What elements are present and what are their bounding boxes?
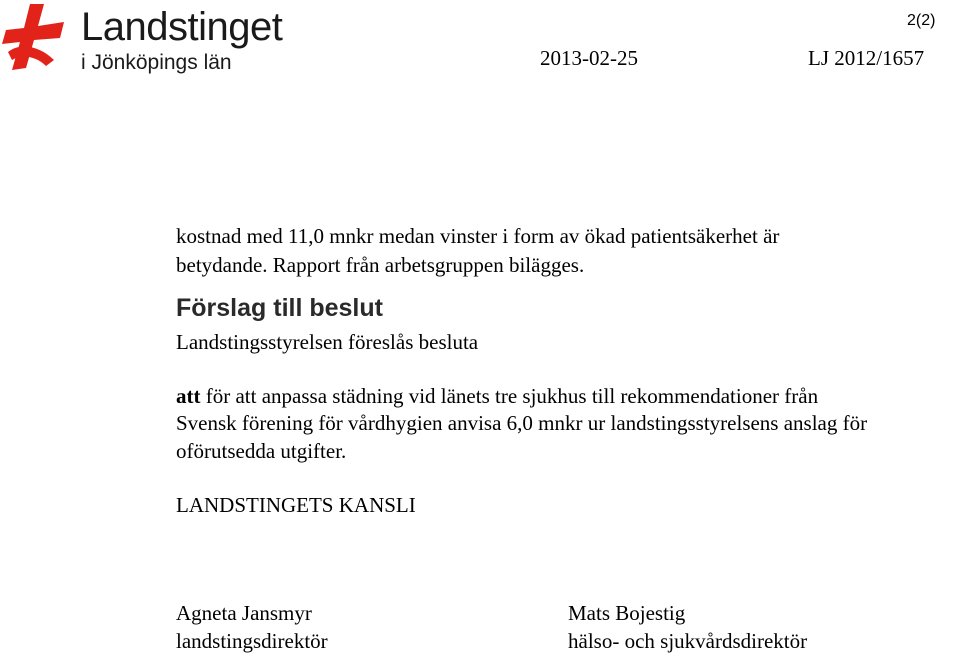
signatory-title: landstingsdirektör [176,629,328,653]
att-line [176,381,818,411]
proposal-intro: Landstingsstyrelsen föreslås besluta [176,330,479,354]
att-line: oförutsedda utgifter. [176,439,347,463]
att-keyword: att [176,384,201,408]
att-line-text: för att anpassa städning vid länets tre sjukhus till rekommendationer från [200,384,819,408]
document-date: 2013-02-25 [540,46,638,70]
paragraph-line: kostnad med 11,0 mnkr medan vinster i form av ökad patientsäkerhet är [176,224,780,248]
organization-name: LANDSTINGETS KANSLI [176,493,416,517]
signatory-name: Mats Bojestig [568,601,686,625]
proposal-heading: Förslag till beslut [176,294,383,322]
logo-ribbon-icon [0,2,72,72]
page-number: 2(2) [907,12,936,29]
logo-title: Landstinget [81,5,283,49]
signatory-title: hälso- och sjukvårdsdirektör [568,629,808,653]
att-line: Svensk förening för vårdhygien anvisa 6,0 mnkr ur landstingsstyrelsens anslag för [176,411,868,435]
logo-subtitle: i Jönköpings län [81,51,232,74]
document-reference: LJ 2012/1657 [808,46,925,70]
paragraph-line: betydande. Rapport från arbetsgruppen bilägges. [176,253,585,277]
signatory-name: Agneta Jansmyr [176,601,312,625]
